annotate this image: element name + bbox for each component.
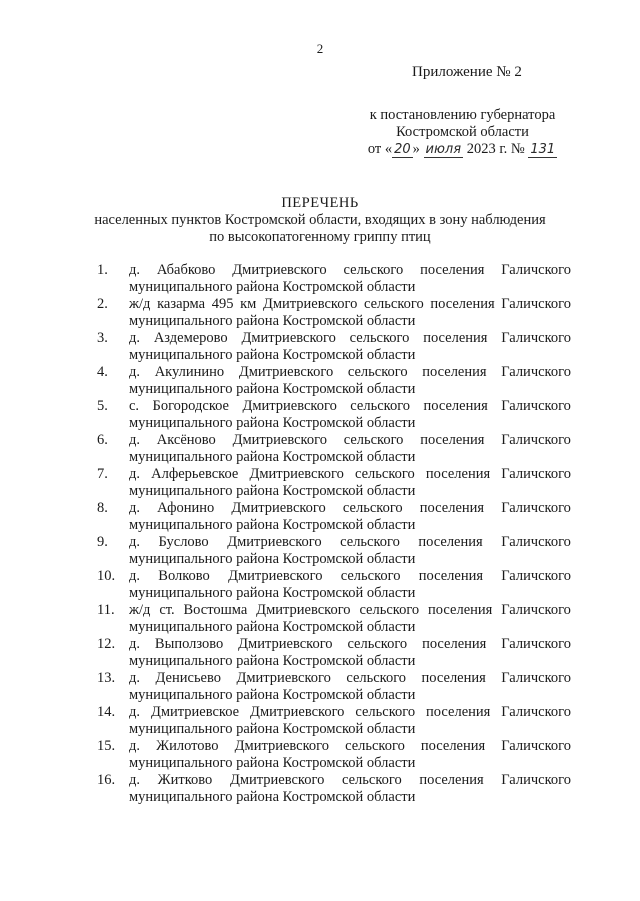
list-item [0, 296, 640, 330]
decree-line-1: к постановлению губернатора [369, 107, 556, 123]
list-item [0, 262, 640, 296]
list-item [0, 636, 640, 670]
list-item-line-2: муниципального района Костромской области [129, 687, 416, 703]
list-item-number: 14. [97, 704, 116, 720]
list-item-line-2: муниципального района Костромской области [129, 551, 416, 567]
list-item-line-2: муниципального района Костромской области [129, 381, 416, 397]
list-item-line-2: муниципального района Костромской области [129, 721, 416, 737]
list-item-line-2: муниципального района Костромской области [129, 347, 416, 363]
decree-line-2: Костромской области [396, 124, 529, 140]
list-item-text [129, 568, 571, 602]
list-item-line-1: с. Богородское Дмитриевского сельского поселения Галичского [129, 398, 571, 414]
list-item-number: 16. [97, 772, 116, 788]
list-item-number: 11. [97, 602, 115, 618]
date-year: 2023 г. № [466, 141, 525, 157]
decree-reference [340, 107, 585, 158]
list-item [0, 432, 640, 466]
list-item-line-2: муниципального района Костромской области [129, 619, 416, 635]
list-item-line-1: д. Житково Дмитриевского сельского поселения Галичского [129, 772, 571, 788]
settlement-list [0, 262, 640, 806]
list-item-text [129, 330, 571, 364]
list-item-line-2: муниципального района Костромской области [129, 755, 416, 771]
list-item-line-2: муниципального района Костромской области [129, 279, 416, 295]
list-item-line-1: д. Аздемерово Дмитриевского сельского поселения Галичского [129, 330, 571, 346]
list-item-number: 5. [97, 398, 108, 414]
handwritten-number: 131 [530, 142, 556, 157]
list-item-line-1: д. Волково Дмитриевского сельского поселения Галичского [129, 568, 571, 584]
list-item-line-2: муниципального района Костромской области [129, 313, 416, 329]
list-item-line-1: ж/д казарма 495 км Дмитриевского сельского поселения Галичского [129, 296, 571, 312]
list-item-line-1: ж/д ст. Востошма Дмитриевского сельского поселения Галичского [129, 602, 571, 618]
list-item [0, 704, 640, 738]
list-item-line-1: д. Абабково Дмитриевского сельского поселения Галичского [129, 262, 571, 278]
list-item-line-1: д. Алферьевское Дмитриевского сельского поселения Галичского [129, 466, 571, 482]
list-item-text [129, 296, 571, 330]
page-number: 2 [316, 41, 324, 56]
list-item [0, 500, 640, 534]
list-item-line-2: муниципального района Костромской области [129, 415, 416, 431]
title-line-2: по высокопатогенному гриппу птиц [209, 229, 431, 245]
list-item [0, 602, 640, 636]
list-item-text [129, 364, 571, 398]
list-item [0, 738, 640, 772]
date-prefix: от « [367, 141, 393, 157]
list-item-line-1: д. Выползово Дмитриевского сельского поселения Галичского [129, 636, 571, 652]
title-line-1: населенных пунктов Костромской области, входящих в зону наблюдения [94, 212, 546, 228]
list-item-line-2: муниципального района Костромской области [129, 789, 416, 805]
list-item-text [129, 670, 571, 704]
list-item-number: 2. [97, 296, 108, 312]
handwritten-month: июля [425, 142, 462, 157]
list-item-line-1: д. Аксёново Дмитриевского сельского поселения Галичского [129, 432, 571, 448]
date-mid: » [412, 141, 420, 157]
list-item-number: 8. [97, 500, 108, 516]
list-item [0, 670, 640, 704]
list-item-number: 15. [97, 738, 116, 754]
handwritten-day: 20 [394, 142, 411, 157]
list-item-text [129, 432, 571, 466]
list-item-number: 13. [97, 670, 116, 686]
list-item-text [129, 772, 571, 806]
list-item [0, 466, 640, 500]
list-item-number: 6. [97, 432, 108, 448]
list-item-line-1: д. Денисьево Дмитриевского сельского поселения Галичского [129, 670, 571, 686]
appendix-label: Приложение № 2 [412, 64, 522, 80]
list-item [0, 364, 640, 398]
list-item-line-2: муниципального района Костромской области [129, 585, 416, 601]
list-item-number: 10. [97, 568, 116, 584]
list-item [0, 330, 640, 364]
list-item-line-1: д. Акулинино Дмитриевского сельского поселения Галичского [129, 364, 571, 380]
list-item-number: 9. [97, 534, 108, 550]
list-item [0, 568, 640, 602]
list-item-line-2: муниципального района Костромской области [129, 517, 416, 533]
list-item-text [129, 500, 571, 534]
list-item-number: 7. [97, 466, 108, 482]
document-title [0, 195, 640, 246]
list-item-text [129, 262, 571, 296]
list-item-text [129, 466, 571, 500]
list-item-line-2: муниципального района Костромской области [129, 449, 416, 465]
list-item-text [129, 636, 571, 670]
list-item-text [129, 738, 571, 772]
list-item-number: 1. [97, 262, 108, 278]
list-item-line-1: д. Буслово Дмитриевского сельского поселения Галичского [129, 534, 571, 550]
list-item-line-1: д. Афонино Дмитриевского сельского поселения Галичского [129, 500, 571, 516]
list-item-text [129, 704, 571, 738]
list-item-text [129, 602, 571, 636]
list-item [0, 772, 640, 806]
decree-date-line [340, 141, 585, 158]
list-item-text [129, 398, 571, 432]
list-item-line-1: д. Дмитриевское Дмитриевского сельского поселения Галичского [129, 704, 571, 720]
list-item-number: 12. [97, 636, 116, 652]
list-item [0, 534, 640, 568]
list-item-number: 4. [97, 364, 108, 380]
title-heading: ПЕРЕЧЕНЬ [281, 195, 359, 211]
list-item-line-2: муниципального района Костромской области [129, 483, 416, 499]
list-item-line-2: муниципального района Костромской области [129, 653, 416, 669]
list-item-line-1: д. Жилотово Дмитриевского сельского поселения Галичского [129, 738, 571, 754]
list-item [0, 398, 640, 432]
list-item-text [129, 534, 571, 568]
list-item-number: 3. [97, 330, 108, 346]
